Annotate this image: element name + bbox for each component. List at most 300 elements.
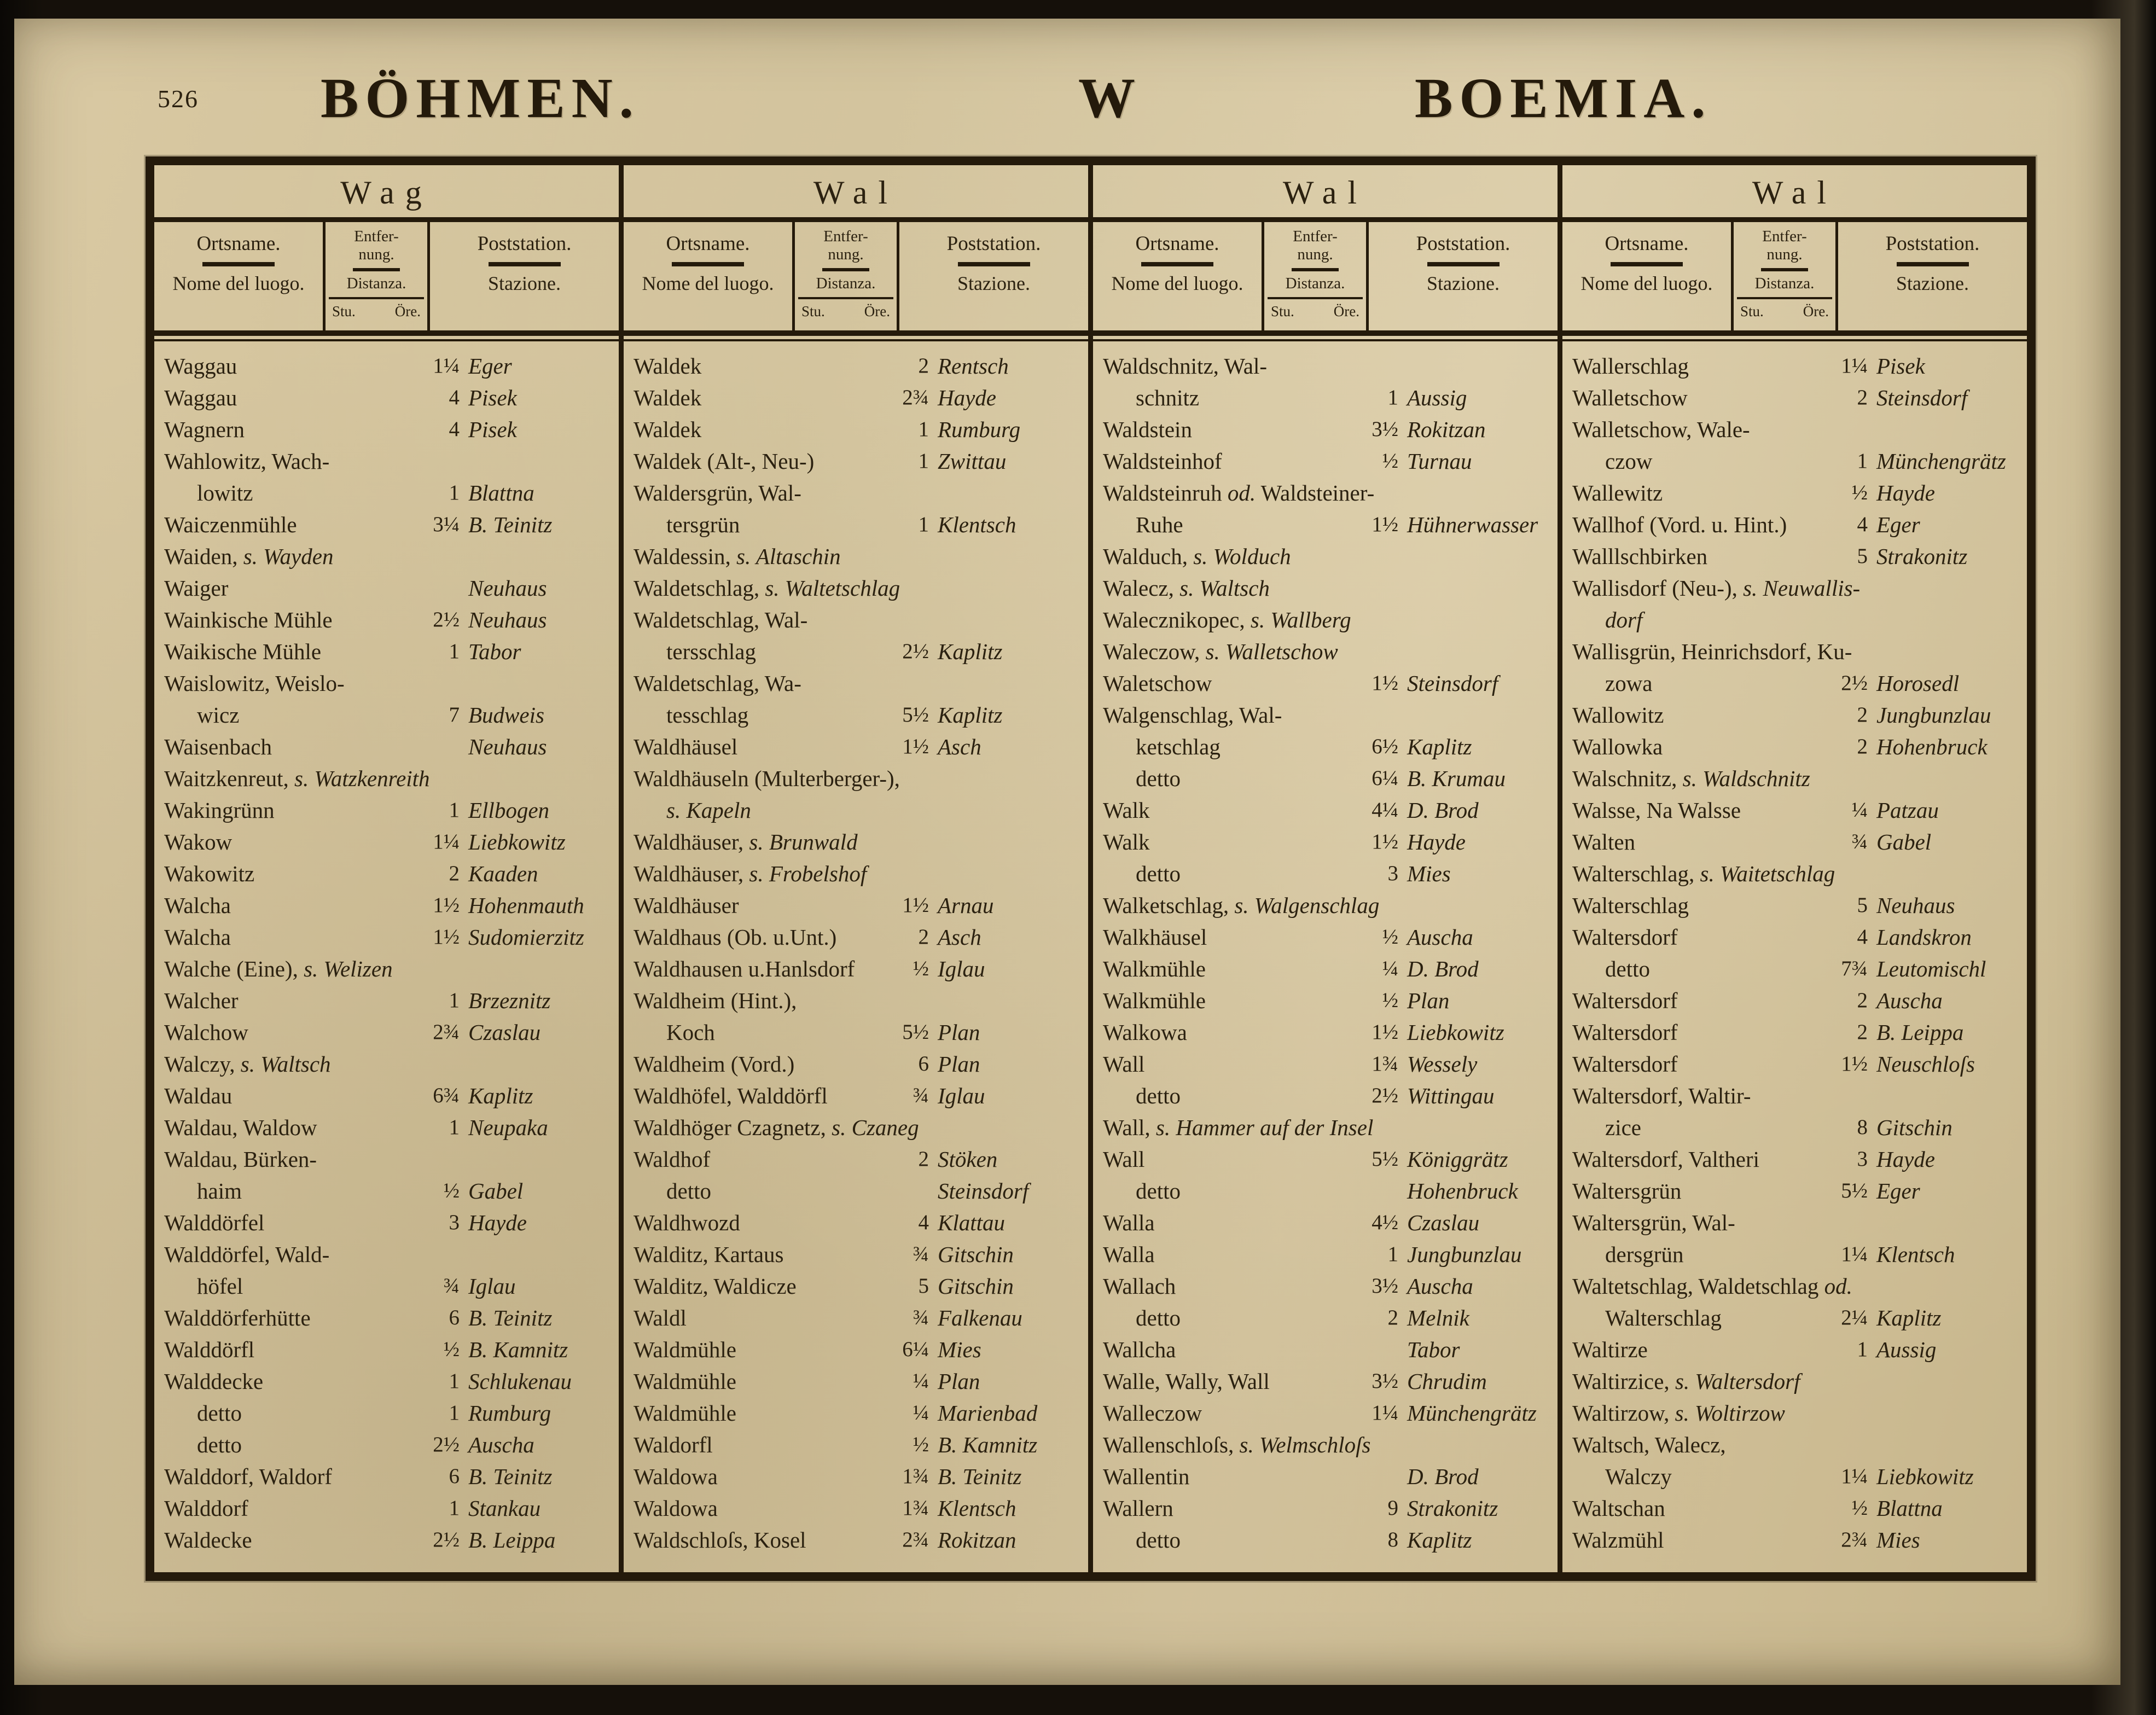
table-row (1103, 1112, 1553, 1143)
post-station: Neuhaus (468, 575, 547, 601)
post-station: Arnau (938, 893, 994, 918)
place-name: Wainkische Mühle (164, 607, 333, 632)
distance-value (885, 1175, 938, 1207)
table-row (1103, 1461, 1553, 1492)
page-title-italian: BOEMIA. (1415, 67, 1712, 130)
table-row (164, 921, 614, 953)
table-row (1103, 1365, 1553, 1397)
table-row (1103, 794, 1553, 826)
distance-value (1355, 1461, 1407, 1492)
place-name (634, 794, 1084, 826)
distance-value: 1¾ (902, 1464, 929, 1488)
distance-value: 1½ (1372, 830, 1398, 853)
post-station: Wittingau (1407, 1083, 1495, 1108)
place-name: Walddorf (164, 1496, 248, 1521)
post-station: Königgrätz (1407, 1147, 1508, 1172)
distance-value: 2 (1387, 1306, 1398, 1329)
post-station: Tabor (468, 639, 521, 664)
distance-value: 1 (449, 481, 460, 504)
table-row (1572, 1016, 2023, 1048)
station-header-german: Poststation. (477, 232, 572, 255)
table-row (164, 699, 614, 731)
table-row (1103, 1143, 1553, 1175)
post-station: Liebkowitz (1876, 1464, 1974, 1489)
unit-stunden: Stu. (332, 303, 356, 319)
post-station: Iglau (938, 956, 985, 981)
distance-value (1355, 1175, 1407, 1207)
place-name: höfel (197, 1274, 243, 1299)
table-row (1572, 1207, 2023, 1239)
table-row (164, 414, 614, 445)
divider-line (353, 268, 400, 271)
distance-value: 1 (1387, 386, 1398, 409)
cross-reference: s. Welmschloſs (1239, 1432, 1371, 1457)
post-station: Hohenmauth (468, 893, 584, 918)
distance-value: 7¾ (1841, 957, 1868, 980)
distance-value: 6¾ (433, 1084, 460, 1107)
distance-value: ½ (913, 1433, 929, 1456)
place-name: Waldetschlag, s. Waltetschlag (634, 575, 900, 601)
place-name: Waldhöger Czagnetz, s. Czaneg (634, 1115, 919, 1140)
place-name: Walterschlag, s. Waitetschlag (1572, 861, 1835, 886)
distance-value: 1¼ (1841, 1464, 1868, 1488)
place-name: Waitzkenreut, s. Watzkenreith (164, 766, 430, 791)
place-name: Wagnern (164, 417, 245, 442)
divider-line (672, 262, 744, 266)
distance-value: ¾ (1851, 830, 1868, 853)
place-name: Walkmühle (1103, 988, 1206, 1013)
place-name: Waltirzow, s. Woltirzow (1572, 1400, 1785, 1426)
place-name: tesschlag (666, 702, 749, 728)
table-row (1572, 794, 2023, 826)
post-station: Auscha (468, 1432, 534, 1457)
row-list (1093, 341, 1558, 1572)
unit-ore: Öre. (864, 303, 891, 319)
distance-value: ¼ (913, 1369, 929, 1393)
cross-reference: s. Woltirzow (1675, 1400, 1785, 1426)
table-row (164, 1302, 614, 1334)
distance-value: 4¼ (1372, 798, 1398, 822)
place-name (1572, 604, 2023, 636)
place-name: haim (197, 1178, 242, 1204)
post-station: Auscha (1407, 925, 1473, 950)
distance-header-italian: Distanza. (1754, 275, 1815, 292)
post-station: Schlukenau (468, 1369, 572, 1394)
distance-value: 1 (449, 1369, 460, 1393)
distance-value: 2¾ (433, 1020, 460, 1044)
table-row (1103, 1016, 1553, 1048)
place-name: detto (1136, 1527, 1181, 1553)
post-station: Hohenbruck (1407, 1178, 1518, 1204)
table-row (634, 1048, 1084, 1080)
table-row (164, 1397, 614, 1429)
place-name: tersschlag (666, 639, 756, 664)
distance-value: 2 (918, 925, 929, 949)
post-station: Steinsdorf (1407, 671, 1498, 696)
place-name: Wallerschlag (1572, 353, 1689, 379)
distance-header (1731, 222, 1838, 330)
post-station: Auscha (1876, 988, 1943, 1013)
table-row (164, 826, 614, 858)
place-name: Walten (1572, 829, 1636, 854)
distance-value: ½ (1382, 925, 1398, 949)
distance-header-german2: nung. (828, 246, 864, 263)
group-letter: Wal (624, 165, 1088, 222)
divider-line (822, 268, 869, 271)
table-row (634, 921, 1084, 953)
divider-line (1141, 262, 1213, 266)
place-name: detto (1136, 766, 1181, 791)
divider-line (1268, 297, 1363, 299)
distance-value: 2½ (433, 608, 460, 631)
post-station: Rokitzan (1407, 417, 1486, 442)
post-station: Blattna (468, 480, 534, 505)
table-row (1103, 477, 1553, 509)
table-row (1103, 1175, 1553, 1207)
distance-value: 2 (1857, 703, 1868, 726)
place-name: Waisenbach (164, 734, 272, 759)
place-name: Wakow (164, 829, 233, 854)
table-row (1572, 1270, 2023, 1302)
table-row (634, 414, 1084, 445)
table-row (1572, 1239, 2023, 1270)
table-row (634, 1334, 1084, 1365)
distance-value: ¼ (1382, 957, 1398, 980)
distance-value: ½ (1382, 989, 1398, 1012)
place-name: wicz (197, 702, 240, 728)
table-row (1572, 1429, 2023, 1461)
post-station: Rokitzan (938, 1527, 1016, 1553)
column-group (619, 165, 1088, 1572)
distance-value: ½ (913, 957, 929, 980)
name-header-italian: Nome del luogo. (1580, 272, 1713, 294)
place-name: ketschlag (1136, 734, 1221, 759)
table-row (1103, 699, 1553, 731)
table-row (1103, 1048, 1553, 1080)
place-name: Walschnitz, s. Waldschnitz (1572, 766, 1810, 791)
place-name: Waltersdorf, Waltir- (1572, 1083, 1751, 1108)
cross-reference: od. (1227, 480, 1256, 505)
distance-value: ¾ (913, 1242, 929, 1266)
place-name: Wall (1103, 1147, 1145, 1172)
table-row (634, 477, 1084, 509)
cross-reference: dorf (1605, 607, 1643, 632)
post-station: D. Brod (1407, 798, 1479, 823)
divider-line (958, 262, 1030, 266)
table-row (1103, 382, 1553, 414)
distance-value: 1 (918, 513, 929, 536)
post-station: Iglau (938, 1083, 985, 1108)
table-row (164, 1334, 614, 1365)
place-name: Waikische Mühle (164, 639, 322, 664)
place-name: Waggau (164, 385, 237, 410)
table-row (164, 1112, 614, 1143)
post-station: Gabel (1876, 829, 1932, 854)
table-row (634, 1080, 1084, 1112)
table-row (634, 604, 1084, 636)
table-row (1103, 509, 1553, 540)
distance-value: 1 (449, 798, 460, 822)
place-name: Walddörfel (164, 1210, 265, 1235)
post-station: Kaplitz (468, 1083, 533, 1108)
table-row (634, 763, 1084, 794)
place-name: Waldhaus (Ob. u.Unt.) (634, 925, 837, 950)
column-group (154, 165, 619, 1572)
post-station: Eger (468, 353, 512, 379)
distance-units (1734, 303, 1835, 321)
distance-header-german: Entfer- (1293, 228, 1338, 245)
post-station: Asch (938, 925, 981, 950)
cross-reference: s. Waltsch (1179, 575, 1270, 601)
table-row (1572, 667, 2023, 699)
post-station: Falkenau (938, 1305, 1022, 1330)
distance-value: 2 (918, 1147, 929, 1171)
table-row (1572, 1334, 2023, 1365)
table-row (1103, 572, 1553, 604)
table-row (634, 1112, 1084, 1143)
post-station: Neuhaus (1876, 893, 1955, 918)
place-name: Waltersgrün, Wal- (1572, 1210, 1735, 1235)
post-station: Chrudim (1407, 1369, 1487, 1394)
place-name: Waldstein (1103, 417, 1192, 442)
table-row (634, 1461, 1084, 1492)
place-name: detto (1605, 956, 1650, 981)
table-row (1572, 763, 2023, 794)
distance-value: 5½ (1372, 1147, 1398, 1171)
distance-units (326, 303, 427, 321)
cross-reference: s. Waitetschlag (1700, 861, 1835, 886)
post-station: Liebkowitz (468, 829, 566, 854)
post-station: Kaplitz (938, 639, 1003, 664)
table-row (1103, 445, 1553, 477)
table-row (1572, 636, 2023, 667)
place-name: Walddorf, Waldorf (164, 1464, 332, 1489)
table-row (1103, 1397, 1553, 1429)
post-station: Gabel (468, 1178, 524, 1204)
post-station: D. Brod (1407, 956, 1479, 981)
place-name: Walle, Wally, Wall (1103, 1369, 1270, 1394)
post-station: B. Teinitz (468, 512, 553, 537)
distance-value: 2½ (1841, 671, 1868, 695)
place-name: Waldhof (634, 1147, 711, 1172)
post-station: Rentsch (938, 353, 1009, 379)
place-name: Walterschlag (1572, 893, 1689, 918)
cross-reference: s. Welizen (304, 956, 393, 981)
place-name: Waltsch, Walecz, (1572, 1432, 1726, 1457)
group-letter: Wal (1093, 165, 1558, 222)
station-header-german: Poststation. (1416, 232, 1510, 255)
place-name: Walczy, s. Waltsch (164, 1051, 331, 1077)
table-row (1103, 1334, 1553, 1365)
divider-line (1897, 262, 1969, 266)
name-header-german: Ortsname. (1135, 232, 1219, 255)
distance-value: 3½ (1372, 417, 1398, 441)
post-station: Stöken (938, 1147, 998, 1172)
post-station: Tabor (1407, 1337, 1460, 1362)
place-name: Wallowitz (1572, 702, 1664, 728)
table-row (634, 509, 1084, 540)
post-station: B. Leippa (468, 1527, 556, 1553)
post-station: Hayde (1407, 829, 1466, 854)
distance-value: 4 (449, 417, 460, 441)
table-row (634, 699, 1084, 731)
distance-header-german: Entfer- (354, 228, 399, 245)
cross-reference: s. Altaschin (736, 544, 841, 569)
place-name: Waldecke (164, 1527, 252, 1553)
table-row (1103, 1302, 1553, 1334)
place-name: Waltersdorf (1572, 988, 1678, 1013)
cross-reference: s. Brunwald (749, 829, 858, 854)
post-station: Eger (1876, 512, 1920, 537)
table-row (164, 763, 614, 794)
place-name: Waldhäuser, s. Brunwald (634, 829, 858, 854)
table-row (1572, 1080, 2023, 1112)
distance-value: 3 (1387, 862, 1398, 885)
header-double-rule (624, 330, 1088, 341)
station-header (1369, 222, 1558, 330)
divider-line (1292, 268, 1339, 271)
table-row (1103, 667, 1553, 699)
distance-value: 5 (918, 1274, 929, 1298)
place-name: Waldersgrün, Wal- (634, 480, 801, 505)
divider-line (1611, 262, 1683, 266)
distance-value: 9 (1387, 1496, 1398, 1520)
table-row (1572, 477, 2023, 509)
place-name: Waltetschlag, Waldetschlag od. (1572, 1274, 1852, 1299)
place-name: Waldschloſs, Kosel (634, 1527, 806, 1553)
distance-value: 8 (1857, 1115, 1868, 1139)
table-row (164, 858, 614, 890)
table-row (1103, 414, 1553, 445)
place-name: detto (1136, 1083, 1181, 1108)
table-row (164, 540, 614, 572)
cross-reference: s. Walletschow (1205, 639, 1338, 664)
table-row (634, 985, 1084, 1016)
table-row (164, 1270, 614, 1302)
place-name: Waldheim (Hint.), (634, 988, 797, 1013)
distance-value: 3 (449, 1211, 460, 1234)
table-row (164, 1207, 614, 1239)
place-name: Waislowitz, Weislo- (164, 671, 345, 696)
distance-value: 1¾ (1372, 1052, 1398, 1075)
place-name: Wahlowitz, Wach- (164, 449, 330, 474)
place-name: Waiczenmühle (164, 512, 297, 537)
post-station: Pisek (1876, 353, 1925, 379)
distance-value: 6 (449, 1306, 460, 1329)
place-name: Walk (1103, 798, 1150, 823)
name-header (1093, 222, 1262, 330)
distance-header-german: Entfer- (823, 228, 868, 245)
column-subheader (154, 222, 619, 330)
distance-value: 1 (449, 1115, 460, 1139)
place-name: Waldau (164, 1083, 233, 1108)
distance-value: 4½ (1372, 1211, 1398, 1234)
distance-value: 1 (918, 417, 929, 441)
table-row (1103, 953, 1553, 985)
post-station: Hühnerwasser (1407, 512, 1538, 537)
post-station: Patzau (1876, 798, 1939, 823)
table-row (634, 1175, 1084, 1207)
distance-value: 2 (1857, 735, 1868, 758)
place-name: Waldheim (Vord.) (634, 1051, 795, 1077)
place-name: Walecz, s. Waltsch (1103, 575, 1270, 601)
table-row (1103, 636, 1553, 667)
name-header-italian: Nome del luogo. (1111, 272, 1243, 294)
table-row (1572, 826, 2023, 858)
table-row (164, 1080, 614, 1112)
distance-value: 1½ (1372, 671, 1398, 695)
post-station: Plan (938, 1020, 980, 1045)
post-station: Münchengrätz (1407, 1400, 1537, 1426)
row-list (624, 341, 1088, 1572)
distance-value: 3¼ (433, 513, 460, 536)
place-name: Waldl (634, 1305, 687, 1330)
table-row (634, 1270, 1084, 1302)
distance-units (1264, 303, 1366, 321)
distance-value: 1 (1857, 1338, 1868, 1361)
table-row (634, 1016, 1084, 1048)
table-row (634, 858, 1084, 890)
place-name: Waldhäuser, s. Frobelshof (634, 861, 867, 886)
station-header-italian: Stazione. (1427, 272, 1500, 294)
table-row (164, 731, 614, 763)
place-name: Waiden, s. Wayden (164, 544, 334, 569)
post-station: Czaslau (1407, 1210, 1480, 1235)
station-header-german: Poststation. (946, 232, 1041, 255)
table-row (1572, 604, 2023, 636)
place-name: Waldetschlag, Wal- (634, 607, 808, 632)
table-row (634, 953, 1084, 985)
post-station: B. Teinitz (468, 1305, 553, 1330)
table-row (164, 572, 614, 604)
post-station: Strakonitz (1407, 1496, 1498, 1521)
post-station: Zwittau (938, 449, 1007, 474)
distance-value: 6 (918, 1052, 929, 1075)
table-row (164, 509, 614, 540)
table-row (634, 1397, 1084, 1429)
distance-value: ½ (1851, 481, 1868, 504)
distance-value: 1½ (433, 925, 460, 949)
place-name: Koch (666, 1020, 715, 1045)
cross-reference: s. Waltsch (240, 1051, 331, 1077)
place-name: Waldsteinruh od. Waldsteiner- (1103, 480, 1375, 505)
table-row (1103, 540, 1553, 572)
column-group (1088, 165, 1558, 1572)
place-name: Waletschow (1103, 671, 1212, 696)
section-letter: W (1078, 67, 1142, 130)
post-station: B. Teinitz (938, 1464, 1022, 1489)
distance-value: 1 (449, 1496, 460, 1520)
distance-value: ½ (1851, 1496, 1868, 1520)
place-name: tersgrün (666, 512, 740, 537)
place-name: Waltersdorf, Valtheri (1572, 1147, 1760, 1172)
place-name: Waltirzice, s. Waltersdorf (1572, 1369, 1800, 1394)
place-name: Walletschow, Wale- (1572, 417, 1750, 442)
post-station: Jungbunzlau (1876, 702, 1991, 728)
column-subheader (624, 222, 1088, 330)
post-station: Münchengrätz (1876, 449, 2006, 474)
place-name: Walla (1103, 1210, 1155, 1235)
place-name: Waldhausen u.Hanlsdorf (634, 956, 855, 981)
distance-value: 5½ (902, 1020, 929, 1044)
place-name: Waldhäuseln (Multerberger-), (634, 766, 900, 791)
distance-value: 3 (1857, 1147, 1868, 1171)
place-name: Wallern (1103, 1496, 1173, 1521)
distance-value: 1¼ (433, 830, 460, 853)
distance-header-italian: Distanza. (816, 275, 876, 292)
divider-line (329, 297, 424, 299)
place-name: Walkmühle (1103, 956, 1206, 981)
